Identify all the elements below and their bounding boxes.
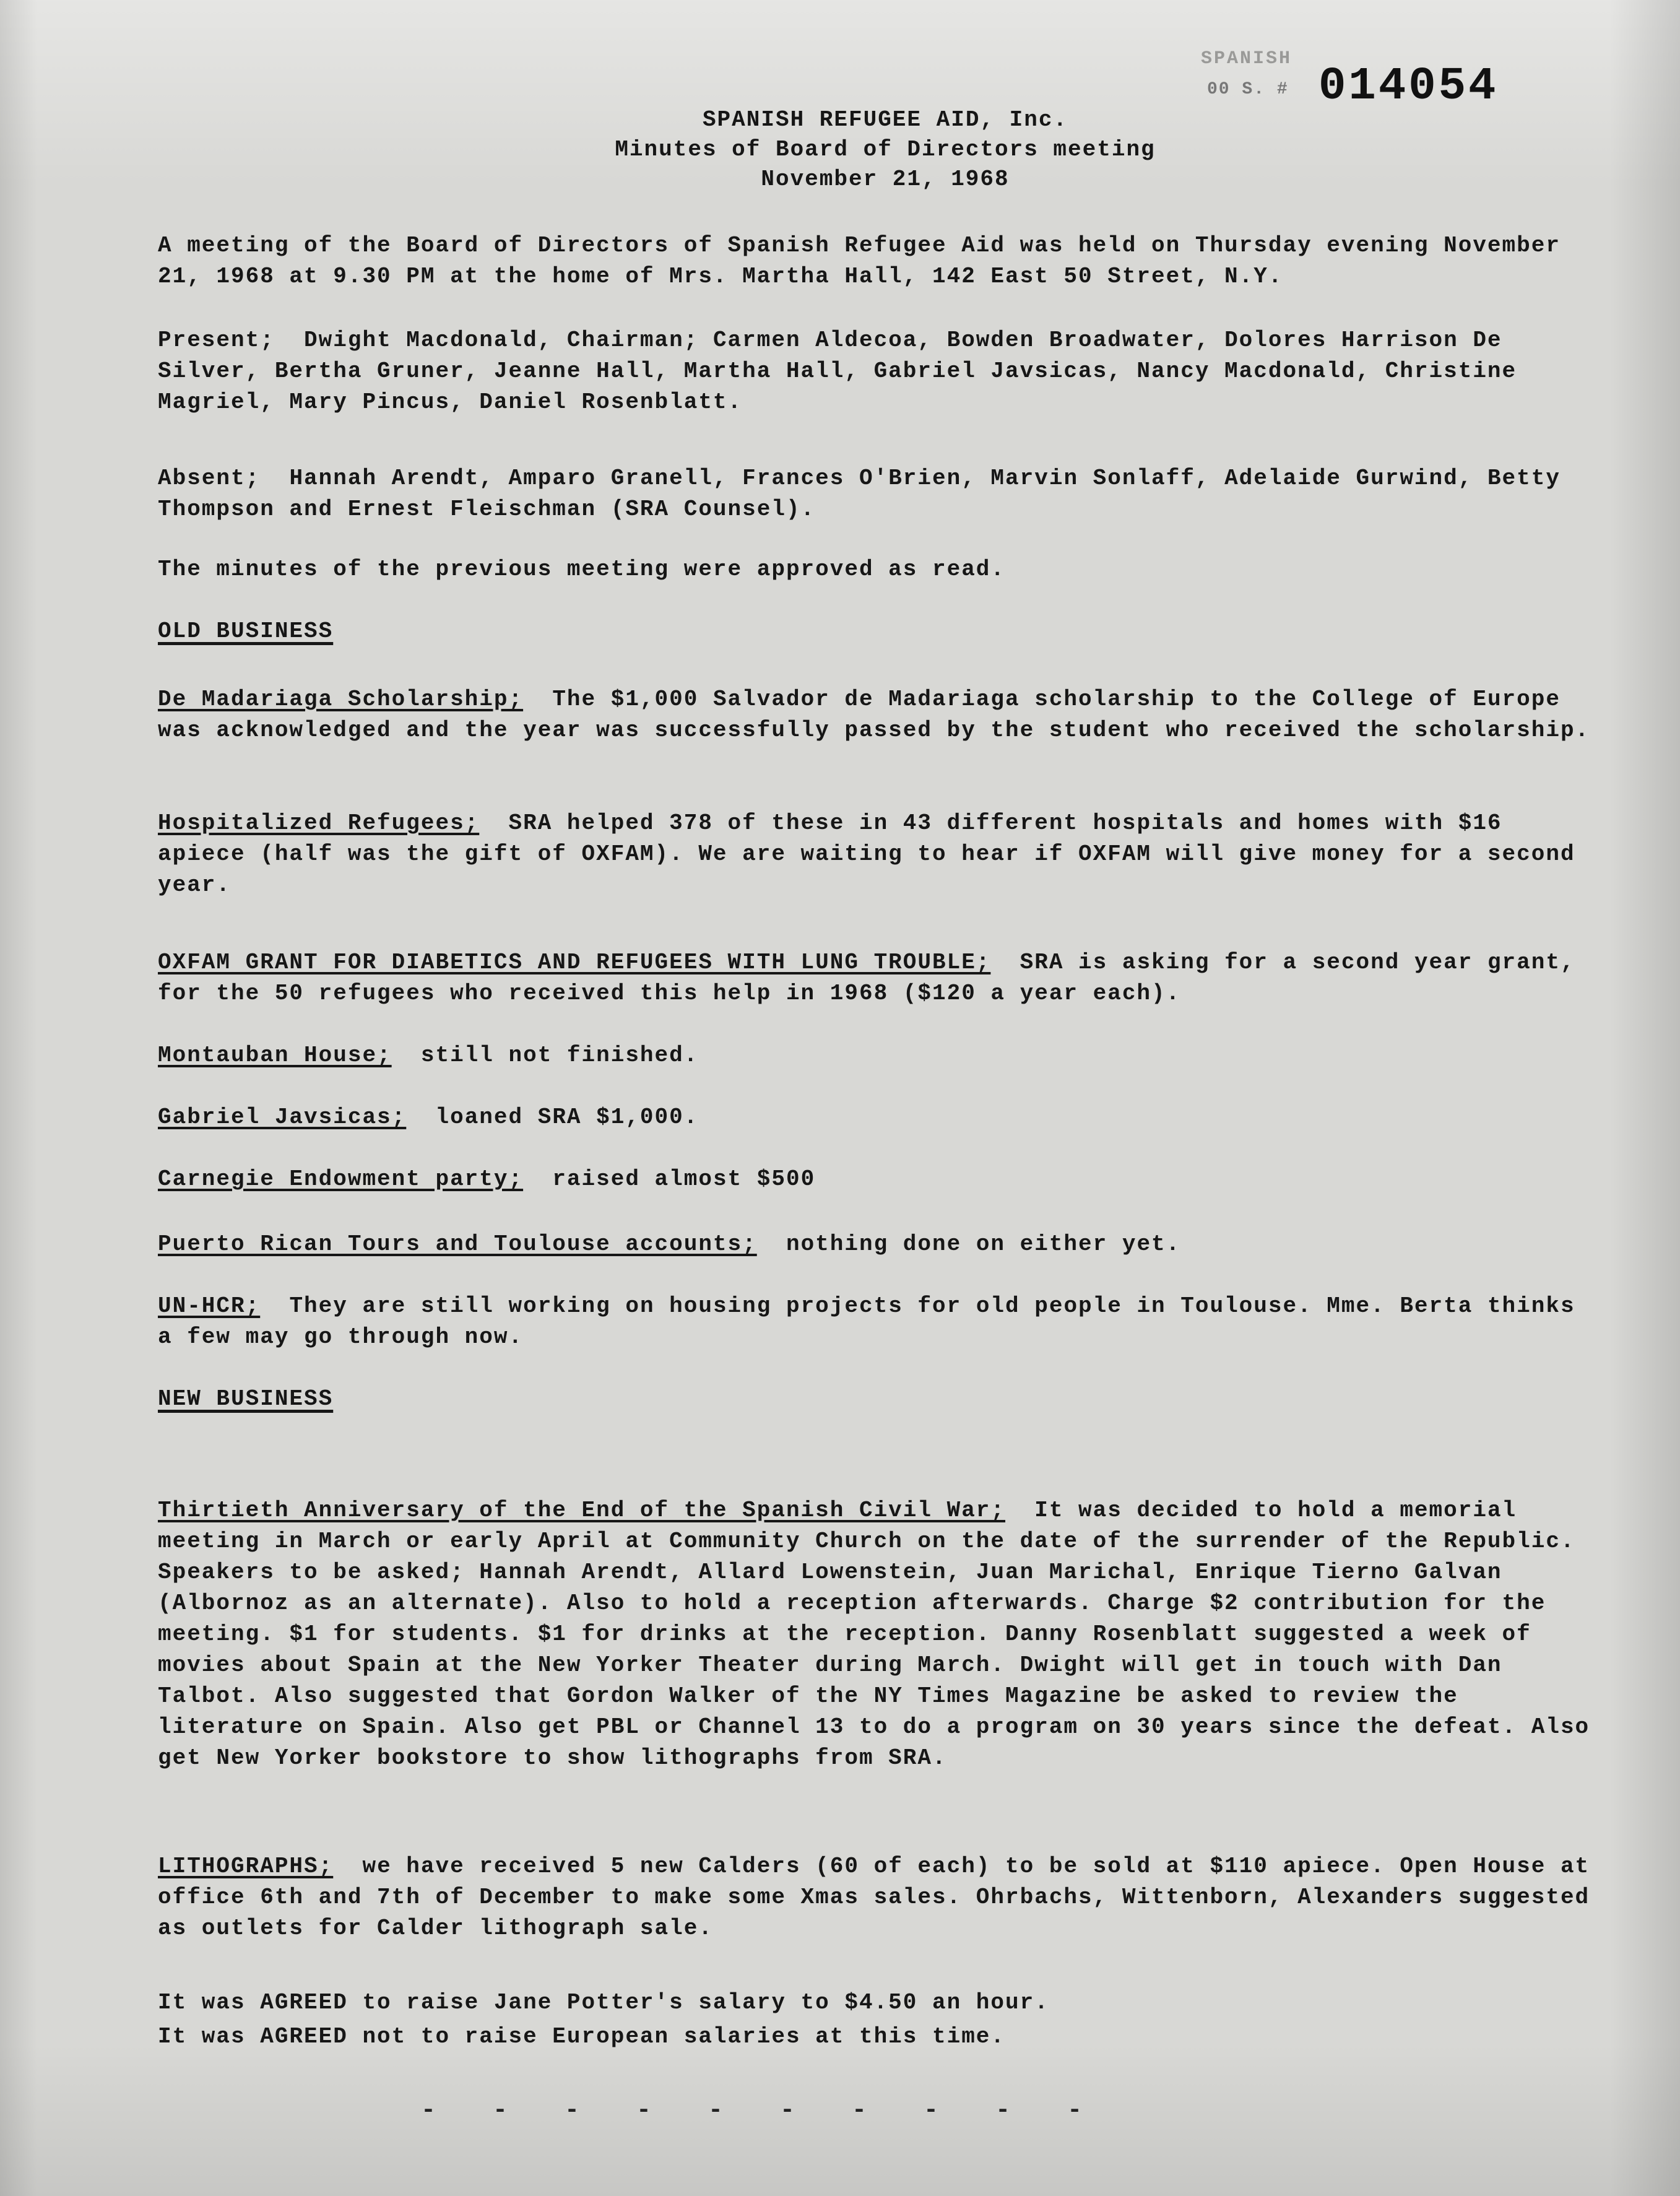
document-header [532, 105, 1238, 194]
absent-label: Absent; [158, 466, 261, 491]
item-text: raised almost $500 [552, 1166, 816, 1192]
old-business-item [158, 947, 1600, 1009]
item-text: SRA helped 378 of these in 43 different hospitals and homes with $16 apiece (half was the gift of OXFAM). We are waiting to hear if OXFAM will give money for a second year. [158, 810, 1590, 898]
absent-text: Hannah Arendt, Amparo Granell, Frances O'Brien, Marvin Sonlaff, Adelaide Gurwind, Betty Thompson and Ernest Fleischman (SRA Counsel). [158, 466, 1575, 522]
old-business-item [158, 1229, 1600, 1260]
item-text: still not finished. [420, 1043, 699, 1068]
new-business-item [158, 1495, 1604, 1774]
item-label: LITHOGRAPHS; [158, 1854, 334, 1879]
old-business-item [158, 1102, 1600, 1133]
item-label: UN-HCR; [158, 1293, 261, 1319]
present-text: Dwight Macdonald, Chairman; Carmen Aldecoa, Bowden Broadwater, Dolores Harrison De Silver, Bertha Gruner, Jeanne Hall, Martha Hall, Gabriel Javsicas, Nancy Macdonald, Christine Magriel, Mary Pincus, Daniel Rosenblatt. [158, 328, 1531, 415]
item-label: OXFAM GRANT FOR DIABETICS AND REFUGEES WITH LUNG TROUBLE; [158, 950, 991, 975]
item-text: SRA is asking for a second year grant, for the 50 refugees who received this help in 1968 ($120 a year each). [158, 950, 1590, 1006]
old-business-item [158, 1040, 1600, 1071]
meeting-date: November 21, 1968 [761, 167, 1010, 192]
document-title: Minutes of Board of Directors meeting [615, 137, 1156, 162]
old-business-item [158, 1291, 1600, 1353]
intro-paragraph: A meeting of the Board of Directors of Spanish Refugee Aid was held on Thursday evening November 21, 1968 at 9.30 PM at the home of Mrs. Martha Hall, 142 East 50 Street, N.Y. [158, 233, 1575, 289]
old-business-heading: OLD BUSINESS [158, 618, 334, 644]
item-label: Thirtieth Anniversary of the End of the Spanish Civil War; [158, 1498, 1006, 1523]
old-business-item [158, 684, 1600, 746]
item-label: Carnegie Endowment party; [158, 1166, 524, 1192]
item-text: They are still working on housing projects for old people in Toulouse. Mme. Berta thinks a few may go through now. [158, 1293, 1590, 1350]
archive-stamp-faded: SPANISH [1201, 48, 1292, 69]
item-label: Hospitalized Refugees; [158, 810, 480, 836]
absent-paragraph [158, 463, 1600, 525]
new-business-item [158, 1851, 1604, 1944]
item-text: nothing done on either yet. [786, 1231, 1181, 1257]
item-label: Puerto Rican Tours and Toulouse accounts; [158, 1231, 757, 1257]
present-label: Present; [158, 328, 275, 353]
item-text: we have received 5 new Calders (60 of each) to be sold at $110 apiece. Open House at office 6th and 7th of December to make some Xmas sales. Ohrbachs, Wittenborn, Alexanders suggested as outlets for Calder lithograph sale. [158, 1854, 1604, 1941]
item-text: The $1,000 Salvador de Madariaga scholarship to the College of Europe was acknowledged and the year was successfully passed by the student who received the scholarship. [158, 687, 1590, 743]
page-end-dots: - - - - - - - - - - [421, 2097, 1104, 2125]
item-text: loaned SRA $1,000. [435, 1105, 699, 1130]
new-business-heading: NEW BUSINESS [158, 1386, 334, 1412]
organization-name: SPANISH REFUGEE AID, Inc. [702, 107, 1068, 132]
item-text: It was decided to hold a memorial meeting in March or early April at Community Church on the date of the surrender of the Republic. Speakers to be asked; Hannah Arendt, Allard Lowenstein, Juan Marichal, Enrique Tierno Galvan (Albornoz as an alternate). Also to hold a reception afterwards. Charge $2 contribution for the meeting. $1 for students. $1 for drinks at the reception. Danny Rosenblatt suggested a week of movies about Spain at the New Yorker Theater during March. Dwight will get in touch with Dan Talbot. Also suggested that Gordon Walker of the NY Times Magazine be asked to review the literature on Spain. Also get PBL or Channel 13 to do a program on 30 years since the defeat. Also get New Yorker bookstore to show lithographs from SRA. [158, 1498, 1604, 1771]
present-paragraph [158, 325, 1600, 418]
item-label: Gabriel Javsicas; [158, 1105, 407, 1130]
minutes-approved: The minutes of the previous meeting were approved as read. [158, 557, 1006, 582]
document-number: 014054 [1318, 61, 1499, 113]
old-business-item [158, 808, 1600, 901]
item-label: De Madariaga Scholarship; [158, 687, 524, 712]
old-business-item [158, 1164, 1600, 1195]
item-label: Montauban House; [158, 1043, 392, 1068]
archive-stamp-prefix: 00 S. # [1207, 80, 1289, 99]
salary-agreement-1: It was AGREED to raise Jane Potter's salary to $4.50 an hour. [158, 1990, 1049, 2015]
salary-agreement-2: It was AGREED not to raise European salaries at this time. [158, 2024, 1006, 2049]
